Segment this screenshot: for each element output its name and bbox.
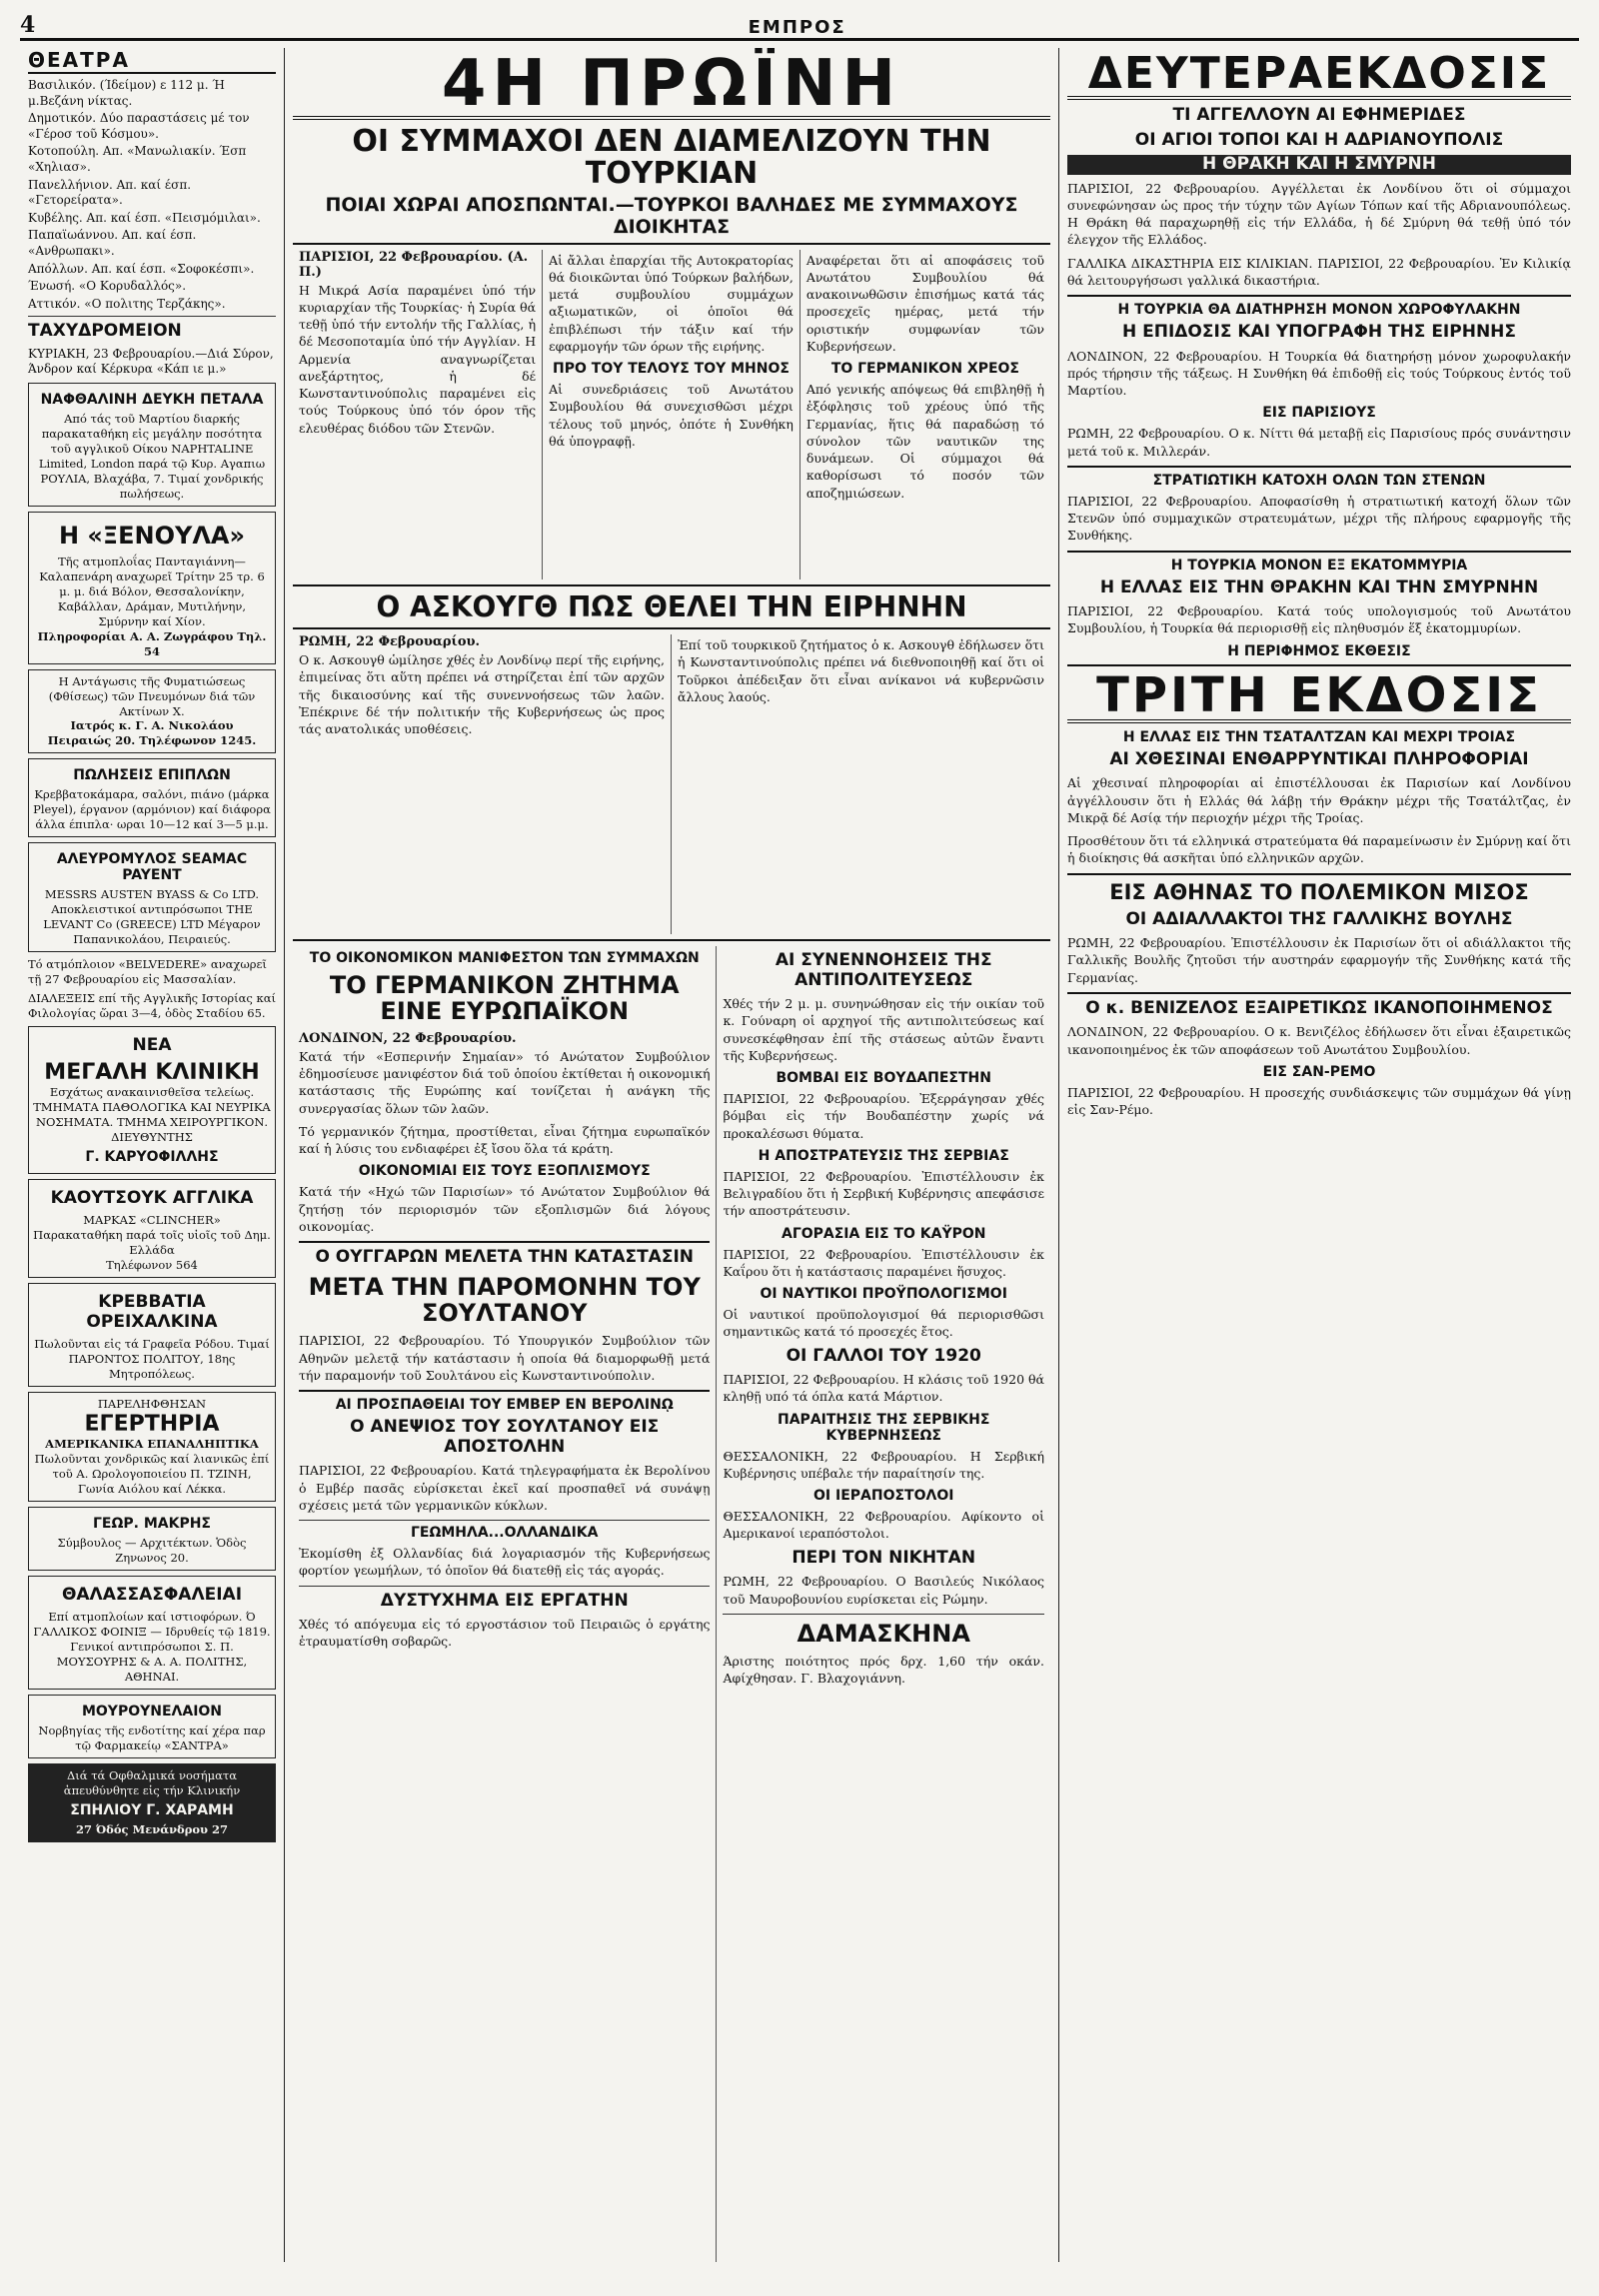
ad-title: Διά τά Οφθαλμικά νοσήματα xyxy=(66,1767,238,1782)
section-headline: ΑΙ ΧΘΕΣΙΝΑΙ ΕΝΘΑΡΡΥΝΤΙΚΑΙ ΠΛΗΡΟΦΟΡΙΑΙ xyxy=(1109,748,1529,769)
article-text: ΡΩΜΗ, 22 Φεβρουαρίου. Ἐπιστέλλουσιν ἐκ Παρισίων ὅτι οἱ αδιάλλακτοι τῆς Γαλλικῆς Βουλῆς ζητοῦσι τήν αυστηράν εφαρμογήν τῆς Συνθήκης κατά τῆς Γερμανίας. xyxy=(1067,935,1571,985)
section-heading: ΕΙΣ ΣΑΝ-ΡΕΜΟ xyxy=(1262,1063,1376,1080)
ad-title: ΜΕΓΑΛΗ ΚΛΙΝΙΚΗ xyxy=(44,1060,260,1086)
second-edition-title: ΔΕΥΤΕΡΑΕΚΔΟΣΙΣ xyxy=(1067,52,1571,100)
ad-text: MESSRS AUSTEN BYASS & Co LTD. Αποκλειστικοί αντιπρόσωποι THE LEVANT Co (GREECE) LTD Μέγαρον Παπανικολάου, Πειραιεύς. xyxy=(43,887,261,946)
ad-title: ΚΑΟΥΤΣΟΥΚ ΑΓΓΛΙΚΑ xyxy=(50,1187,254,1208)
section-heading: Ο ΟΥΓΓΑΡΩΝ ΜΕΛΕΤΑ ΤΗΝ ΚΑΤΑΣΤΑΣΙΝ xyxy=(315,1247,695,1268)
ad-text: Εσχάτως ανακαινισθεῖσα τελείως. ΤΜΗΜΑΤΑ ΠΑΘΟΛΟΓΙΚΑ ΚΑΙ ΝΕΥΡΙΚΑ ΝΟΣΗΜΑΤΑ. ΤΜΗΜΑ ΧΕΙΡΟΥΡΓΙΚΟΝ. xyxy=(33,1085,271,1130)
section-heading: ΟΙ ΝΑΥΤΙΚΟΙ ΠΡΟΫΠΟΛΟΓΙΣΜΟΙ xyxy=(760,1286,1007,1303)
article-text: ΠΑΡΙΣΙΟΙ, 22 Φεβρουαρίου. Ἐπιστέλλουσιν ἐκ Βελιγραδίου ὅτι ἡ Σερβική Κυβέρνησις απεφάσισε τήν αποστράτευσιν. xyxy=(723,1168,1044,1219)
section-heading: ΠΕΡΙ ΤΟΝ ΝΙΚΗΤΑΝ xyxy=(792,1547,976,1568)
ad-sub: ΑΜΕΡΙΚΑΝΙΚΑ ΕΠΑΝΑΛΗΠΤΙΚΑ xyxy=(45,1437,259,1452)
theatres-title: ΘΕΑΤΡΑ xyxy=(28,48,276,74)
section-heading: ΑΓΟΡΑΣΙΑ ΕΙΣ ΤΟ ΚΑΫΡΟΝ xyxy=(781,1225,986,1242)
dateline: ΠΑΡΙΣΙΟΙ, 22 Φεβρουαρίου. (Α. Π.) xyxy=(299,249,529,280)
ad-title: Η «ΞΕΝΟΥΛΑ» xyxy=(58,521,246,550)
article-text: ΠΑΡΙΣΙΟΙ, 22 Φεβρουαρίου. Η κλάσις τοῦ 1920 θά κληθῇ υπό τά όπλα κατά Μάρτιον. xyxy=(723,1372,1044,1405)
ad-doctor: Ιατρός κ. Γ. Α. Νικολάου xyxy=(70,718,234,733)
asquith-headline: Ο ΑΣΚΟΥΓΘ ΠΩΣ ΘΕΛΕΙ ΤΗΝ ΕΙΡΗΝΗΝ xyxy=(376,589,967,623)
center-column xyxy=(285,48,1059,2262)
article-text: ΠΑΡΙΣΙΟΙ, 22 Φεβρουαρίου. Η προσεχής συνδιάσκεψις τῶν συμμάχων θά γίνῃ εἰς Σαν-Ρέμο. xyxy=(1067,1084,1571,1118)
section-heading: ΟΙΚΟΝΟΜΙΑΙ ΕΙΣ ΤΟΥΣ ΕΞΟΠΛΙΣΜΟΥΣ xyxy=(358,1163,651,1180)
ad-architect xyxy=(28,1507,276,1571)
newspaper-page xyxy=(20,14,1579,2262)
article-text: Άριστης ποιότητος πρός δρχ. 1,60 τήν οκάν. Αφίχθησαν. Γ. Βλαχογιάννη. xyxy=(723,1654,1044,1687)
section-heading: ΓΕΩΜΗΛΑ...ΟΛΛΑΝΔΙΚΑ xyxy=(410,1525,599,1542)
ad-xray xyxy=(28,669,276,754)
ad-beds xyxy=(28,1283,276,1387)
section-headline: Η ΕΠΙΔΟΣΙΣ ΚΑΙ ΥΠΟΓΡΑΦΗ ΤΗΣ ΕΙΡΗΝΗΣ xyxy=(1121,322,1517,343)
section-headline: Ο ΑΝΕΨΙΟΣ ΤΟΥ ΣΟΥΛΤΑΝΟΥ ΕΙΣ ΑΠΟΣΤΟΛΗΝ xyxy=(350,1417,660,1457)
ad-text: Επί ατμοπλοίων καί ιστιοφόρων. Ό ΓΑΛΛΙΚΟΣ ΦΟΙΝΙΞ — Ιδρυθείς τῷ 1819. Γενικοί αντιπρόσωποι Σ. Π. ΜΟΥΣΟΥΡΗΣ & Α. Α. ΠΟΛΙΤΗΣ, ΑΘΗΝΑΙ. xyxy=(33,1610,271,1684)
section-headline: ΑΙ ΣΥΝΕΝΝΟΗΣΕΙΣ ΤΗΣ ΑΝΤΙΠΟΛΙΤΕΥΣΕΩΣ xyxy=(775,950,992,990)
ad-insurance xyxy=(28,1576,276,1690)
theatre-listing: Αττικόν. «Ο πολιτης Τερζάκης». xyxy=(28,296,226,311)
section-heading: Η ΤΟΥΡΚΙΑ ΜΟΝΟΝ ΕΞ ΕΚΑΤΟΜΜΥΡΙΑ xyxy=(1170,557,1468,574)
ad-text: Σύμβουλος — Αρχιτέκτων. Ὁδὸς Ζηνωνος 20. xyxy=(57,1535,247,1565)
ad-title: ΠΩΛΗΣΕΙΣ ΕΠΙΠΛΩΝ xyxy=(73,767,231,784)
ad-naphthalene xyxy=(28,383,276,507)
section-heading: Η ΑΠΟΣΤΡΑΤΕΥΣΙΣ ΤΗΣ ΣΕΡΒΙΑΣ xyxy=(758,1147,1009,1164)
article-text: ΘΕΣΣΑΛΟΝΙΚΗ, 22 Φεβρουαρίου. Η Σερβική Κυβέρνησις υπέβαλε τήν παραίτησίν της. xyxy=(723,1448,1044,1481)
article-text: Κατά τήν «Εσπερινήν Σημαίαν» τό Ανώτατον Συμβούλιον ἐδημοσίευσε μανιφέστον διά τοῦ ὁποίου ἐκτίθεται ἡ οικονομική κατάστασις τῆς Ευρώπης καί τονίζεται ἡ ανάγκη τῆς συνεργασίας ὅλων τῶν λαῶν. xyxy=(299,1048,711,1116)
main-subheadline: ΠΟΙΑΙ ΧΩΡΑΙ ΑΠΟΣΠΩΝΤΑΙ.—ΤΟΥΡΚΟΙ ΒΑΛΗΔΕΣ ΜΕ ΣΥΜΜΑΧΟΥΣ ΔΙΟΙΚΗΤΑΣ xyxy=(293,195,1050,245)
section-heading: ΠΡΟ ΤΟΥ ΤΕΛΟΥΣ ΤΟΥ ΜΗΝΟΣ xyxy=(553,361,790,378)
theatre-listing: Πανελλήνιον. Απ. καί έσπ. «Γετορείρατα». xyxy=(28,177,192,208)
section-headline: ΜΕΤΑ ΤΗΝ ΠΑΡΟΜΟΝΗΝ ΤΟΥ ΣΟΥΛΤΑΝΟΥ xyxy=(308,1272,701,1328)
page-number: 4 xyxy=(20,12,36,38)
article-text: ΛΟΝΔΙΝΟΝ, 22 Φεβρουαρίου. Η Τουρκία θά διατηρήσῃ μόνον χωροφυλακήν πρός τήρησιν τῆς τάξεως. Η Συνθήκη θά ἐπιδοθῇ εἰς τούς Τούρκους ἐντός τοῦ Μαρτίου. xyxy=(1067,348,1571,399)
article-text: Κατά τήν «Ηχώ τῶν Παρισίων» τό Ανώτατον Συμβούλιον θά ζητήσῃ τόν περιορισμόν τῶν εξοπλισμῶν διά λόγους οικονομίας. xyxy=(299,1184,711,1234)
article-text: ΠΑΡΙΣΙΟΙ, 22 Φεβρουαρίου. Ἐξερράγησαν χθές βόμβαι εἰς τήν Βουδαπέστην χωρίς νά προκαλέσωσι θύματα. xyxy=(723,1091,1044,1141)
section-heading: ΤΟ ΟΙΚΟΝΟΜΙΚΟΝ ΜΑΝΙΦΕΣΤΟΝ ΤΩΝ ΣΥΜΜΑΧΩΝ xyxy=(309,950,700,967)
ad-title: ΚΡΕΒΒΑΤΙΑ ΟΡΕΙΧΑΛΚΙΝΑ xyxy=(86,1292,218,1332)
edition-title: 4Η ΠΡΩΪΝΗ xyxy=(293,52,1050,120)
right-column xyxy=(1059,48,1579,2262)
ad-title: ΓΕΩΡ. ΜΑΚΡΗΣ xyxy=(93,1515,211,1532)
ad-text: Πωλοῦνται χονδρικῶς καί λιανικῶς ἐπί τοῦ Α. Ωρολογοποιείου Π. ΤΖΙΝΗ, Γωνία Αιόλου καί Λέκκα. xyxy=(34,1452,270,1496)
ad-text: Κρεββατοκάμαρα, σαλόνι, πιάνο (μάρκα Pleyel), έργανον (αρμόνιον) καί διάφορα άλλα έπιπλα· ωραι 10—12 καί 3—5 μ.μ. xyxy=(33,787,271,832)
article-text: Αἱ ἄλλαι ἐπαρχίαι τῆς Αυτοκρατορίας θά διοικῶνται ὑπό Τούρκων βαλήδων, μετά συμβουλίου συμμάχων αξιωματικῶν, οἱ ὁποῖοι θά ἐπιβλέπωσι τήν τάξιν καί τήν εφαρμογήν τῶν όρων τῆς ειρήνης. xyxy=(549,252,794,354)
section-heading: ΑΙ ΠΡΟΣΠΑΘΕΙΑΙ ΤΟΥ ΕΜΒΕΡ ΕΝ ΒΕΡΟΛΙΝῼ xyxy=(335,1397,674,1414)
article-text: ΠΑΡΙΣΙΟΙ, 22 Φεβρουαρίου. Αποφασίσθη ἡ στρατιωτική κατοχή ὅλων τῶν Στενῶν ὑπό συμμαχικῶν στρατευμάτων, μέχρι τῆς πλήρους εφαρμογῆς τῆς Συνθήκης. xyxy=(1067,493,1571,544)
ad-clinic xyxy=(28,1026,276,1174)
ad-title: ΜΟΥΡΟΥΝΕΛΑΙΟΝ xyxy=(81,1703,223,1720)
section-headline: ΕΙΣ ΑΘΗΝΑΣ ΤΟ ΠΟΛΕΜΙΚΟΝ ΜΙΣΟΣ xyxy=(1109,879,1529,904)
ad-text: ἀπευθύνθητε εἰς τήν Κλινικήν xyxy=(63,1782,241,1797)
ad-top: ΠΑΡΕΛΗΦΘΗΣΑΝ xyxy=(97,1397,207,1412)
article-text: Χθές τήν 2 μ. μ. συνηνώθησαν εἰς τήν οικίαν τοῦ κ. Γούναρη οἱ αρχηγοί τῆς αντιπολιτεύσεως καί συνεσκέφθησαν ἐπί τῆς στάσεως αὐτῶν ἔναντι τῆς Κυβερνήσεως. xyxy=(723,996,1044,1063)
section-heading: ΕΙΣ ΠΑΡΙΣΙΟΥΣ xyxy=(1262,405,1376,422)
section-heading: ΟΙ ΓΑΛΛΟΙ ΤΟΥ 1920 xyxy=(786,1345,981,1366)
section-heading: ΤΙ ΑΓΓΕΛΛΟΥΝ ΑΙ ΕΦΗΜΕΡΙΔΕΣ xyxy=(1172,105,1466,125)
article-text: ΓΑΛΛΙΚΑ ΔΙΚΑΣΤΗΡΙΑ ΕΙΣ ΚΙΛΙΚΙΑΝ. ΠΑΡΙΣΙΟΙ, 22 Φεβρουαρίου. Ἐν Κιλικίᾳ θά λειτουργήσωσι γαλλικά δικαστήρια. xyxy=(1067,255,1571,288)
ad-text: Τῆς ατμοπλοΐας Πανταγιάννη—Καλαπενάρη αναχωρεῖ Τρίτην 25 τρ. 6 μ. μ. διά Βόλον, Θεσσαλονίκην, Καβάλλαν, Δράμαν, Μυτιλήνην, Σμύρνην καί Χίον. xyxy=(39,555,265,628)
article-text: ΠΑΡΙΣΙΟΙ, 22 Φεβρουαρίου. Τό Υπουργικόν Συμβούλιον τῶν Αθηνῶν μελετᾷ τήν κατάστασιν ἡ οποία θά διαμορφωθῇ μετά τήν παραμονήν τοῦ Σουλτάνου εἰς Κωνσταντινούπολιν. xyxy=(299,1333,711,1383)
ad-title: ΝΑΦΘΑΛΙΝΗ ΔΕΥΚΗ ΠΕΤΑΛΑ xyxy=(40,392,264,409)
theatre-listing: Παπαϊωάννου. Απ. καί έσπ. «Ανθρωπακι». xyxy=(28,228,197,258)
article-text: ΘΕΣΣΑΛΟΝΙΚΗ, 22 Φεβρουαρίου. Αφίκοντο οἱ Αμερικανοί ιεραπόστολοι. xyxy=(723,1509,1044,1542)
article-text: ΡΩΜΗ, 22 Φεβρουαρίου. Ο κ. Νίττι θά μεταβῇ εἰς Παρισίους πρός συνάντησιν μετά τοῦ κ. Μιλλεράν. xyxy=(1067,426,1571,459)
section-heading: ΟΙ ΙΕΡΑΠΟΣΤΟΛΟΙ xyxy=(813,1488,954,1505)
article-text: Ἐκομίσθη ἐξ Ολλανδίας διά λογαριασμόν τῆς Κυβερνήσεως φορτίον γεωμήλων, τό ὁποῖον θά διατεθῇ εἰς τάς αγοράς. xyxy=(299,1546,711,1579)
article-text: Η Μικρά Ασία παραμένει ὑπό τήν κυριαρχίαν τῆς Τουρκίας· ἡ Συρία θά τεθῇ ὑπό τήν εντολήν τῆς Γαλλίας, ἡ δέ Μεσοποταμία ὑπό τήν Αγγλίαν. Η Αρμενία αναγνωρίζεται ανεξάρτητος, ἡ δέ Κωνσταντινούπολις παραμένει εἰς τούς Τούρκους ὑπό τόν όρον τῆς ελευθέρας διόδου τῶν Στενῶν. xyxy=(299,282,537,436)
article-text: Οἱ ναυτικοί προϋπολογισμοί θά περιορισθῶσι σημαντικῶς κατά τό προσεχές ἔτος. xyxy=(723,1307,1044,1340)
theatre-listing: Απόλλων. Απ. καί έσπ. «Σοφοκέσπι». xyxy=(28,261,255,276)
article-text: ΠΑΡΙΣΙΟΙ, 22 Φεβρουαρίου. Αγγέλλεται ἐκ Λονδίνου ὅτι οἱ σύμμαχοι συνεφώνησαν ὡς προς τήν τύχην τῶν Αγίων Τόπων καί τῆς Αδριανουπόλεως. Η Θράκη θά παραχωρηθῇ εἰς τήν Ελλάδα, ἡ δέ Σμύρνη θά τεθῇ ὑπό τόν έλεγχον τῆς Ελλάδος. xyxy=(1067,180,1571,248)
section-headline: Η ΘΡΑΚΗ ΚΑΙ Η ΣΜΥΡΝΗ xyxy=(1067,155,1571,175)
article-text: Ο κ. Ασκουγθ ὡμίλησε χθές ἐν Λονδίνῳ περί τῆς ειρήνης, ἐπιμείνας ὅτι αὕτη πρέπει νά στηρίζεται ἐπί τῶν αρχῶν τῆς δικαιοσύνης καί τῆς συνεννοήσεως τῶν λαῶν. Ἐπέκρινε δέ τήν πολιτικήν τῆς Κυβερνήσεως ὡς προς τάς ανατολικάς υποθέσεις. xyxy=(299,652,665,737)
article-text: Αἱ συνεδριάσεις τοῦ Ανωτάτου Συμβουλίου θά συνεχισθῶσι μέχρι τέλους τοῦ μηνός, ὁπότε ἡ Συνθήκη θά ὑπογραφῇ. xyxy=(549,382,794,449)
article-text: ΠΑΡΙΣΙΟΙ, 22 Φεβρουαρίου. Ἐπιστέλλουσιν ἐκ Καΐρου ὅτι ἡ κατάστασις παραμένει ἥσυχος. xyxy=(723,1246,1044,1279)
ad-text: Πωλοῦνται εἰς τά Γραφεῖα Ρόδου. Τιμαί ΠΑΡΟΝΤΟΣ ΠΟΛΙΤΟΥ, 18ης Μητροπόλεως. xyxy=(34,1337,270,1382)
section-heading: ΔΥΣΤΥΧΗΜΑ ΕΙΣ ΕΡΓΑΤΗΝ xyxy=(380,1590,629,1611)
theatre-listing: Βασιλικόν. (Ίδείμον) ε 112 μ. Ή μ.Βεζάνη νίκτας. xyxy=(28,78,225,108)
page-header xyxy=(20,14,1579,41)
article-text: Χθές τό απόγευμα εἰς τό εργοστάσιον τοῦ Πειραιῶς ὁ εργάτης ἐτραυματίσθη σοβαρῶς. xyxy=(299,1617,711,1650)
ad-address: 27 Όδός Μενάνδρου 27 xyxy=(75,1821,229,1836)
ad-rubber xyxy=(28,1179,276,1278)
article-text: ΠΑΡΙΣΙΟΙ, 22 Φεβρουαρίου. Κατά τούς υπολογισμούς τοῦ Ανωτάτου Συμβουλίου, ἡ Τουρκία θά περιορισθῇ εἰς πληθυσμόν ἕξ ἑκατομμυρίων. xyxy=(1067,603,1571,636)
section-heading: ΒΟΜΒΑΙ ΕΙΣ ΒΟΥΔΑΠΕΣΤΗΝ xyxy=(776,1070,991,1087)
ad-cod-liver-oil xyxy=(28,1695,276,1758)
ad-director: Γ. ΚΑΡΥΟΦΙΛΛΗΣ xyxy=(85,1148,219,1165)
post-title: ΤΑΧΥΔΡΟΜΕΙΟΝ xyxy=(28,321,182,342)
section-heading: Η ΠΕΡΙΦΗΜΟΣ ΕΚΘΕΣΙΣ xyxy=(1227,642,1411,659)
ad-belvedere: Τό ατμόπλοιον «BELVEDERE» αναχωρεῖ τῇ 27 Φεβρουαρίου εἰς Μασσαλίαν. xyxy=(28,956,267,986)
section-heading: ΤΟ ΓΕΡΜΑΝΙΚΟΝ ΧΡΕΟΣ xyxy=(830,361,1019,378)
masthead: ΕΜΠΡΟΣ xyxy=(748,17,846,38)
ad-text: Παρακαταθήκη παρά τοῖς υἱοῖς τοῦ Δημ. Ελλάδα xyxy=(33,1228,271,1258)
theatre-listing: Ένωσή. «Ο Κορυδαλλός». xyxy=(28,279,187,294)
article-text: ΛΟΝΔΙΝΟΝ, 22 Φεβρουαρίου. Ο κ. Βενιζέλος ἐδήλωσεν ὅτι εἶναι ἐξαιρετικῶς ικανοποιημένος ἐκ τῶν αποφάσεων τοῦ Ανωτάτου Συμβουλίου. xyxy=(1067,1024,1571,1057)
ad-text: Νορβηγίας τῆς ενδοτίτης καί χέρα παρ τῷ Φαρμακείῳ «ΣΑΝΤΡΑ» xyxy=(38,1722,266,1752)
dateline: ΛΟΝΔΙΝΟΝ, 22 Φεβρουαρίου. xyxy=(299,1030,517,1046)
ad-agent: Πληροφορίαι Α. Α. Ζωγράφου Τηλ. 54 xyxy=(37,628,267,658)
ad-text: Η Αντάγωσις τῆς Φυματιώσεως (Φθίσεως) τῶν Πνευμόνων διά τῶν Ακτίνων Χ. xyxy=(48,673,256,718)
section-headline: Ο κ. ΒΕΝΙΖΕΛΟΣ ΕΞΑΙΡΕΤΙΚΩΣ ΙΚΑΝΟΠΟΙΗΜΕΝΟΣ xyxy=(1085,997,1553,1018)
article-text: Αἱ χθεσιναί πληροφορίαι αἱ ἐπιστέλλουσαι ἐκ Παρισίων καί Λονδίνου ἀγγέλλουσιν ὅτι ἡ Ελλάς θά λάβῃ τήν Θράκην μέχρι τῆς Τσατάλτζας, ἐν Μικρᾷ δέ Ασίᾳ τήν περιοχήν μέχρι τῆς Τροίας. xyxy=(1067,775,1571,825)
ad-doctor: ΣΠΗΛΙΟΥ Γ. ΧΑΡΑΜΗ xyxy=(70,1801,234,1818)
ad-phone: Τηλέφωνον 564 xyxy=(106,1258,198,1273)
ad-title: ΘΑΛΑΣΣΑΣΦΑΛΕΙΑΙ xyxy=(61,1584,243,1605)
article-text: Προσθέτουν ὅτι τά ελληνικά στρατεύματα θά παραμείνωσιν ἐν Σμύρνῃ καί ὅτι ἡ διοίκησις θά ασκῆται ὑπό ελληνικῶν αρχῶν. xyxy=(1067,833,1571,866)
ad-brand: ΜΑΡΚΑΣ «CLINCHER» xyxy=(83,1213,221,1228)
dateline: ΡΩΜΗ, 22 Φεβρουαρίου. xyxy=(299,634,481,650)
article-text: Ἐπί τοῦ τουρκικοῦ ζητήματος ὁ κ. Ασκουγθ ἐδήλωσεν ὅτι ἡ Κωνσταντινούπολις πρέπει νά διεθνοποιηθῇ καί ὅτι οἱ Τοῦρκοι ἀπέδειξαν ὅτι εἶναι ανίκανοι νά κυβερνῶσιν ἄλλους λαούς. xyxy=(678,637,1044,704)
theatre-listing: Κοτοπούλη. Απ. «Μανωλιακίν. Έσπ «Χηλιασ». xyxy=(28,144,247,174)
ad-furniture xyxy=(28,758,276,837)
section-headline: ΟΙ ΑΔΙΑΛΛΑΚΤΟΙ ΤΗΣ ΓΑΛΛΙΚΗΣ ΒΟΥΛΗΣ xyxy=(1125,908,1513,929)
section-headline: Η ΕΛΛΑΣ ΕΙΣ ΤΗΝ ΘΡΑΚΗΝ ΚΑΙ ΤΗΝ ΣΜΥΡΝΗΝ xyxy=(1099,576,1539,597)
ad-lectures: ΔΙΑΛΕΞΕΙΣ επί τῆς Αγγλικῆς Ιστορίας καί Φιλολογίας ὥραι 3—4, ὁδὸς Σταδίου 65. xyxy=(28,990,276,1020)
ad-address: Πειραιώς 20. Τηλέφωνον 1245. xyxy=(47,733,257,748)
section-headline: ΟΙ ΑΓΙΟΙ ΤΟΠΟΙ ΚΑΙ Η ΑΔΡΙΑΝΟΥΠΟΛΙΣ xyxy=(1134,129,1504,150)
article-text: ΠΑΡΙΣΙΟΙ, 22 Φεβρουαρίου. Κατά τηλεγραφήματα ἐκ Βερολίνου ὁ Εμβέρ πασᾶς εὑρίσκεται ἐκεῖ καί προσπαθεῖ νά συνάψῃ σχέσεις μετά τῶν γερμανικῶν κύκλων. xyxy=(299,1463,711,1513)
post-text: ΚΥΡΙΑΚΗ, 23 Φεβρουαρίου.—Διά Σύρον, Άνδρον καί Κέρκυρα «Κάπ ιε μ.» xyxy=(28,346,274,377)
ad-text: Από τάς τοῦ Μαρτίου διαρκής παρακαταθήκη εἰς μεγάλην ποσότητα τοῦ αγγλικοῦ Οίκου NAPHTALINE Limited, London παρά τῷ Κυρ. Αγαπιω ΡΟΥΛΙΑ, Βλαχάβα, 7. Τιμαί χονδρικής πωλήσεως. xyxy=(38,412,266,501)
ad-xenoula xyxy=(28,512,276,664)
ad-title: ΕΓΕΡΤΗΡΙΑ xyxy=(84,1412,220,1438)
section-heading: ΣΤΡΑΤΙΩΤΙΚΗ ΚΑΤΟΧΗ ΟΛΩΝ ΤΩΝ ΣΤΕΝΩΝ xyxy=(1152,472,1486,489)
ad-eye-clinic xyxy=(28,1763,276,1842)
ad-title: ΑΛΕΥΡΟΜΥΛΟΣ SEAMAC PAYENT xyxy=(56,851,248,884)
article-text: ΡΩΜΗ, 22 Φεβρουαρίου. Ο Βασιλεύς Νικόλαος τοῦ Μαυροβουνίου ευρίσκεται εἰς Ρώμην. xyxy=(723,1574,1044,1607)
section-heading: Η ΤΟΥΡΚΙΑ ΘΑ ΔΙΑΤΗΡΗΣΗ ΜΟΝΟΝ ΧΩΡΟΦΥΛΑΚΗΝ xyxy=(1117,302,1521,319)
theatre-listing: Δημοτικόν. Δύο παραστάσεις μέ τον «Γέροσ τοῦ Κόσμου». xyxy=(28,111,250,141)
section-heading: Η ΕΛΛΑΣ ΕΙΣ ΤΗΝ ΤΣΑΤΑΛΤΖΑΝ ΚΑΙ ΜΕΧΡΙ ΤΡΟΙΑΣ xyxy=(1122,728,1516,745)
section-headline: ΔΑΜΑΣΚΗΝΑ xyxy=(797,1619,970,1648)
ad-title-new: ΝΕΑ xyxy=(132,1034,172,1055)
left-column xyxy=(20,48,285,2262)
article-text: Τό γερμανικόν ζήτημα, προστίθεται, εἶναι ζήτημα ευρωπαϊκόν καί ἡ λύσις του ενδιαφέρει ἐξ ἴσου ὅλα τά κράτη. xyxy=(299,1123,711,1157)
ad-flourmill xyxy=(28,842,276,952)
section-heading: ΠΑΡΑΙΤΗΣΙΣ ΤΗΣ ΣΕΡΒΙΚΗΣ ΚΥΒΕΡΝΗΣΕΩΣ xyxy=(778,1411,990,1444)
ad-alarm-clocks xyxy=(28,1392,276,1502)
theatre-listing: Κυβέλης. Απ. καί έσπ. «Πεισμόμιλαι». xyxy=(28,210,261,225)
article-text: Από γενικής απόψεως θά επιβληθῇ ἡ ἐξόφλησις τοῦ χρέους ὑπό τῆς Γερμανίας, ἥτις θά παραδώσῃ τό σύνολον τῶν ναυτικῶν της δυνάμεων. Οἱ σύμμαχοι θά καθορίσωσι τό ποσόν τῶν αποζημιώσεων. xyxy=(805,382,1044,501)
main-headline: ΟΙ ΣΥΜΜΑΧΟΙ ΔΕΝ ΔΙΑΜΕΛΙΖΟΥΝ ΤΗΝ ΤΟΥΡΚΙΑΝ xyxy=(352,124,991,191)
article-text: Αναφέρεται ὅτι αἱ αποφάσεις τοῦ Ανωτάτου Συμβουλίου θά ανακοινωθῶσιν ἐπισήμως κατά τάς προσεχεῖς ημέρας, μετά τήν οριστικήν συμφωνίαν τῶν Κυβερνήσεων. xyxy=(805,252,1044,354)
ad-director-label: ΔΙΕΥΘΥΝΤΗΣ xyxy=(111,1129,193,1144)
third-edition-title: ΤΡΙΤΗ ΕΚΔΟΣΙΣ xyxy=(1067,671,1571,723)
section-headline: ΤΟ ΓΕΡΜΑΝΙΚΟΝ ΖΗΤΗΜΑ ΕΙΝΕ ΕΥΡΩΠΑΪΚΟΝ xyxy=(329,971,680,1026)
